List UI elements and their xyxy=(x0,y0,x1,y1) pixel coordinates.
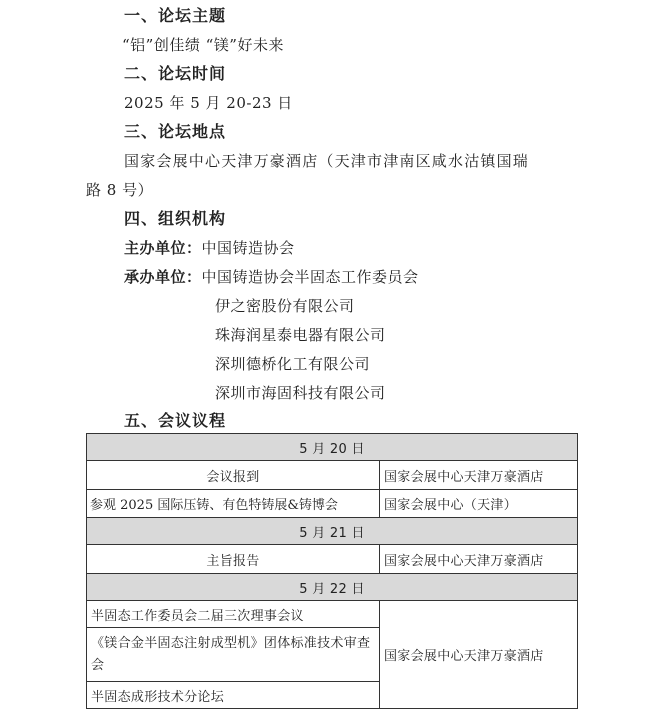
agenda-place: 国家会展中心天津万豪酒店 xyxy=(380,601,578,709)
organizer-name: 中国铸造协会半固态工作委员会 xyxy=(201,268,419,286)
section-heading-topic: 一、论坛主题 xyxy=(124,6,227,25)
agenda-date-row xyxy=(87,518,578,545)
agenda-event: 半固态成形技术分论坛 xyxy=(87,682,380,709)
agenda-place: 国家会展中心天津万豪酒店 xyxy=(380,461,578,490)
agenda-event: 会议报到 xyxy=(87,461,380,490)
agenda-row xyxy=(87,461,578,490)
forum-venue-line2: 路 8 号） xyxy=(86,181,154,199)
section-heading-agenda: 五、会议议程 xyxy=(124,411,227,430)
forum-venue-line1: 国家会展中心天津万豪酒店（天津市津南区咸水沽镇国瑞 xyxy=(124,152,530,170)
agenda-row xyxy=(87,601,578,628)
organizer-name: 珠海润星泰电器有限公司 xyxy=(215,326,386,344)
agenda-date: 5 月 21 日 xyxy=(87,518,578,545)
agenda-date-row xyxy=(87,574,578,601)
agenda-date: 5 月 20 日 xyxy=(87,434,578,461)
organizer-name: 深圳德桥化工有限公司 xyxy=(215,355,371,373)
host-label: 主办单位： xyxy=(124,239,202,257)
agenda-event: 参观 2025 国际压铸、有色特铸展&铸博会 xyxy=(87,490,380,518)
organizer-name: 深圳市海固科技有限公司 xyxy=(215,384,386,402)
agenda-table xyxy=(86,433,578,709)
organizer-name: 伊之密股份有限公司 xyxy=(215,297,355,315)
agenda-event: 主旨报告 xyxy=(87,545,380,574)
agenda-row xyxy=(87,490,578,518)
section-heading-organization: 四、组织机构 xyxy=(124,209,227,228)
forum-time-text: 2025 年 5 月 20-23 日 xyxy=(124,94,293,112)
host-name: 中国铸造协会 xyxy=(201,239,295,257)
agenda-date: 5 月 22 日 xyxy=(87,574,578,601)
agenda-row xyxy=(87,545,578,574)
agenda-place: 国家会展中心天津万豪酒店 xyxy=(380,545,578,574)
agenda-place: 国家会展中心（天津） xyxy=(380,490,578,518)
agenda-event: 半固态工作委员会二届三次理事会议 xyxy=(87,601,380,628)
agenda-event: 《镁合金半固态注射成型机》团体标准技术审查会 xyxy=(87,628,380,682)
organizer-row xyxy=(124,267,419,287)
organizer-label: 承办单位： xyxy=(124,268,202,286)
forum-topic-text: “铝”创佳绩 “镁”好未来 xyxy=(122,36,284,54)
section-heading-venue: 三、论坛地点 xyxy=(124,122,227,141)
host-row xyxy=(124,238,295,258)
agenda-date-row xyxy=(87,434,578,461)
section-heading-time: 二、论坛时间 xyxy=(124,64,227,83)
